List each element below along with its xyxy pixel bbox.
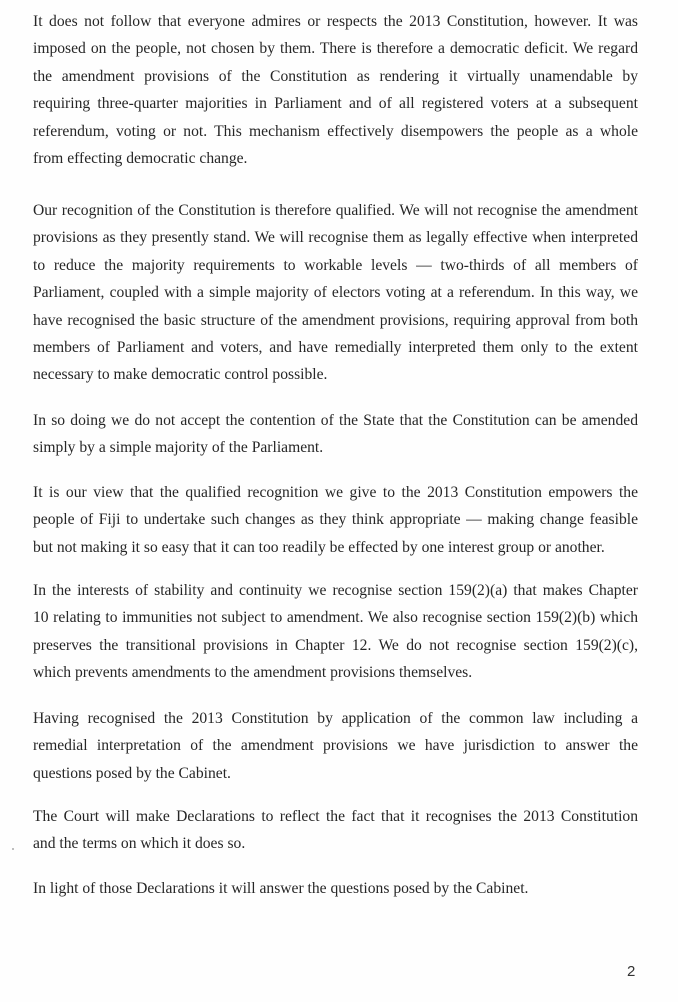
paragraph-jurisdiction	[33, 705, 638, 787]
text-line: remedial interpretation of the amendment provisions we have jurisdiction to answer the	[33, 737, 638, 755]
text-line: The Court will make Declarations to reflect the fact that it recognises the 2013 Constitution	[33, 808, 638, 825]
text-line: 10 relating to immunities not subject to amendment. We also recognise section 159(2)(b) which	[33, 609, 638, 627]
text-line: Parliament, coupled with a simple majority of electors voting at a referendum. In this way, we	[33, 284, 638, 302]
scan-speck	[12, 848, 14, 850]
text-line: have recognised the basic structure of the amendment provisions, requiring approval from both	[33, 311, 638, 329]
text-line: It does not follow that everyone admires or respects the 2013 Constitution, however. It was	[33, 13, 638, 30]
text-line: to reduce the majority requirements to workable levels — two-thirds of all members of	[33, 256, 638, 274]
paragraph-qualified-recognition	[33, 197, 638, 389]
text-line: imposed on the people, not chosen by them. There is therefore a democratic deficit. We regard	[33, 40, 638, 58]
text-line: which prevents amendments to the amendment provisions themselves.	[33, 664, 473, 682]
text-line: Having recognised the 2013 Constitution by application of the common law including a	[33, 710, 638, 727]
text-line: members of Parliament and voters, and have remedially interpreted them only to the extent	[33, 338, 638, 356]
paragraph-democratic-deficit	[33, 8, 638, 172]
paragraph-stability-continuity	[33, 577, 638, 687]
text-line: In the interests of stability and continuity we recognise section 159(2)(a) that makes Chapter	[33, 582, 638, 599]
text-line: It is our view that the qualified recognition we give to the 2013 Constitution empowers the	[33, 484, 638, 501]
text-line: In so doing we do not accept the contention of the State that the Constitution can be amended	[33, 412, 638, 429]
paragraph-state-contention	[33, 407, 638, 462]
text-line: necessary to make democratic control possible.	[33, 366, 328, 384]
text-line: but not making it so easy that it can too readily be effected by one interest group or another.	[33, 538, 605, 556]
text-line: from effecting democratic change.	[33, 149, 248, 167]
text-line: referendum, voting or not. This mechanism effectively disempowers the people as a whole	[33, 122, 638, 140]
paragraph-declarations	[33, 803, 638, 858]
text-line: requiring three-quarter majorities in Parliament and of all registered voters at a subsequent	[33, 95, 638, 113]
page-number: 2	[627, 963, 636, 980]
text-line: provisions as they presently stand. We will recognise them as legally effective when interpreted	[33, 229, 638, 247]
paragraph-answer-questions	[33, 875, 638, 902]
text-line: preserves the transitional provisions in Chapter 12. We do not recognise section 159(2)(c),	[33, 636, 638, 654]
text-line: and the terms on which it does so.	[33, 835, 246, 853]
text-line: the amendment provisions of the Constitution as rendering it virtually unamendable by	[33, 67, 638, 85]
text-line: simply by a simple majority of the Parliament.	[33, 439, 324, 457]
text-line: questions posed by the Cabinet.	[33, 764, 231, 782]
text-line: In light of those Declarations it will answer the questions posed by the Cabinet.	[33, 880, 529, 897]
text-line: people of Fiji to undertake such changes as they think appropriate — making change feasible	[33, 511, 638, 529]
paragraph-empowers-people	[33, 479, 638, 561]
text-line: Our recognition of the Constitution is therefore qualified. We will not recognise the amendment	[33, 202, 638, 219]
